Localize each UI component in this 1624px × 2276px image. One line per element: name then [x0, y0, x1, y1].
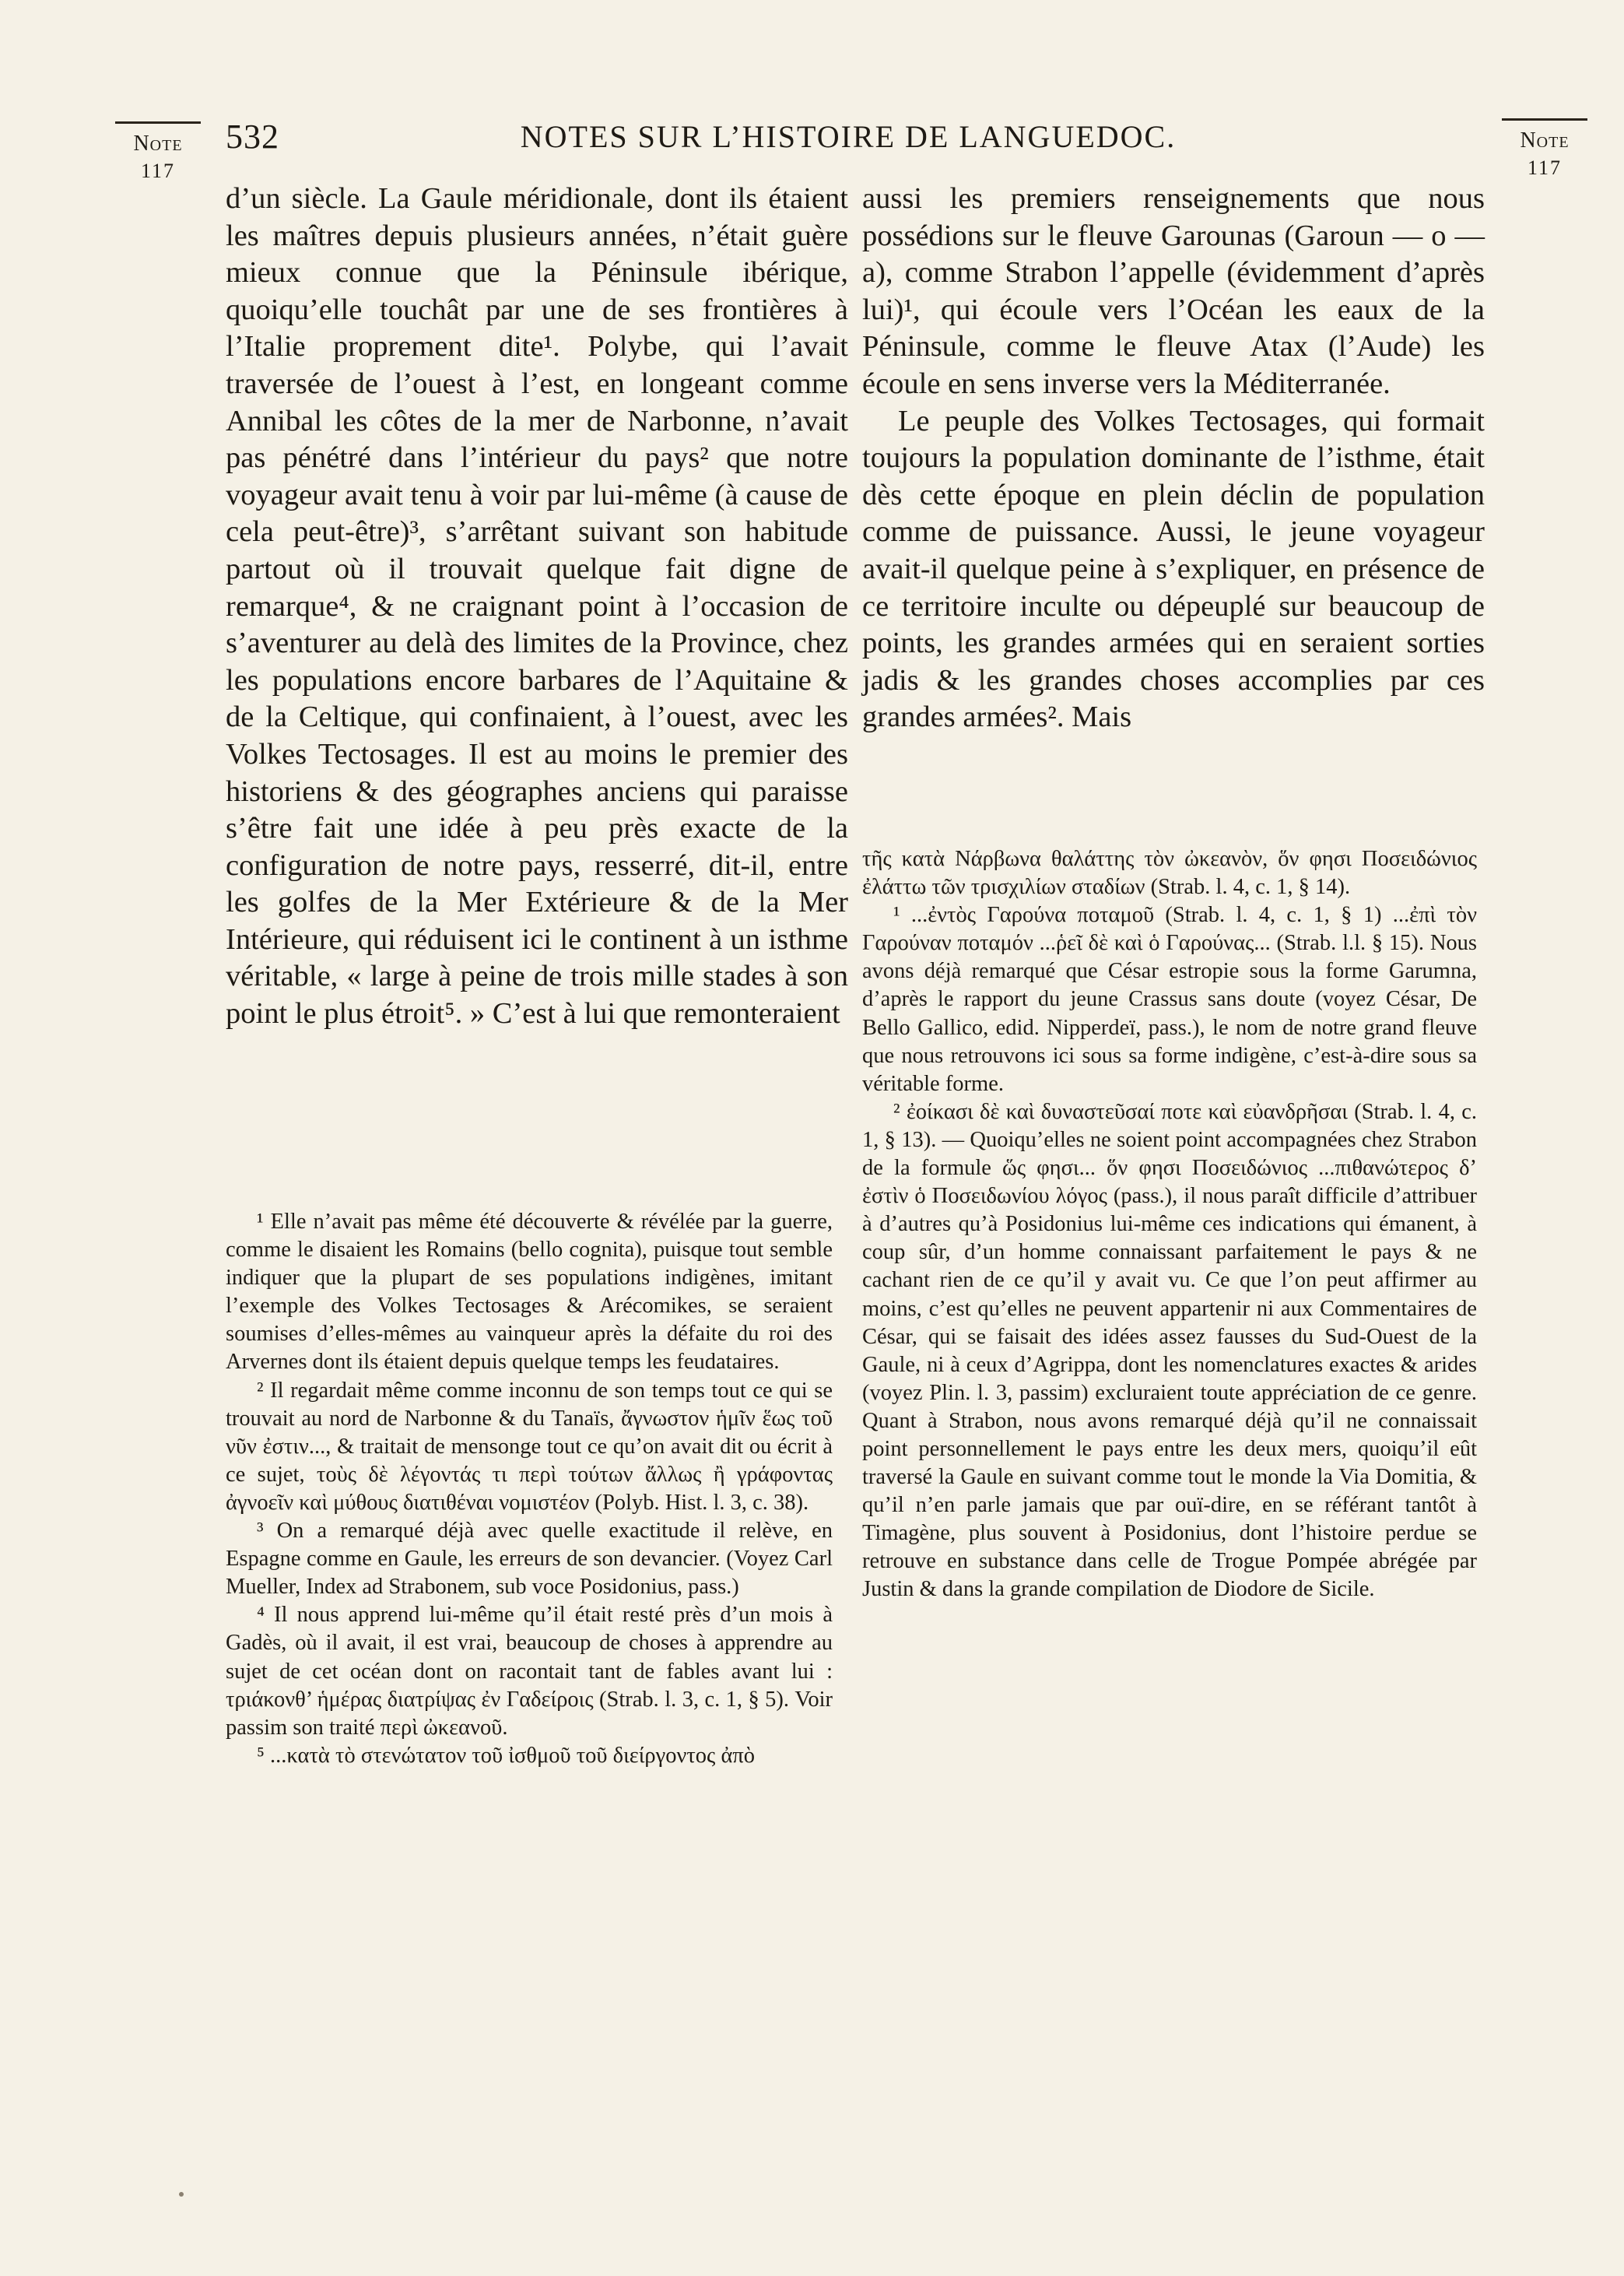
footnote: ³ On a remarqué déjà avec quelle exactitude il relève, en Espagne comme en Gaule, les erreurs de son devancier. (Voyez Carl Mueller, Index ad Strabonem, sub voce Posidonius, pass.) [226, 1519, 833, 1600]
footnote: ⁵ ...κατὰ τὸ στενώτατον τοῦ ἰσθμοῦ τοῦ διείργοντος ἀπὸ [257, 1743, 756, 1768]
margin-note-number: 117 [1527, 156, 1563, 179]
right-column [862, 181, 1485, 736]
paper-speck [179, 2192, 184, 2197]
body-paragraph: Le peuple des Volkes Tectosages, qui formait toujours la population dominante de l’isthme, était dès cette époque en plein déclin de population comme de puissance. Aussi, le jeune voyageur avait-il quelque peine à s’expliquer, en présence de ce territoire inculte ou dépeuplé sur beaucoup de points, les grandes armées qui en seraient sorties jadis & les grandes choses accomplies par ces grandes armées². Mais [862, 404, 1485, 734]
margin-note-left [115, 121, 201, 183]
margin-rule [1502, 118, 1587, 121]
margin-note-number: 117 [140, 160, 176, 182]
left-column [226, 181, 848, 1033]
margin-note-label: Note [1520, 128, 1570, 153]
running-title: NOTES SUR L’HISTOIRE DE LANGUEDOC. [520, 119, 1177, 154]
footnote: ² ἐοίκασι δὲ καὶ δυναστεῦσαί ποτε καὶ εὐανδρῆσαι (Strab. l. 4, c. 1, § 13). — Quoiqu’elles ne soient point accompagnées chez Strabon de la formule ὥς φησι... ὅν φησι Ποσειδώνιος ...πιθανώτερος δ’ ἐστὶν ὁ Ποσειδωνίου λόγος (pass.), il nous paraît difficile d’attribuer à d’autres qu’à Posidonius lui-même ces indications qui émanent, à coup sûr, d’un homme connaissant parfaitement le pays & ne cachant rien de ce qu’il y avait vu. Ce que l’on peut affirmer au moins, c’est qu’elles ne peuvent appartenir ni aux Commentaires de César, qui se faisait des idées assez fausses du Sud-Ouest de la Gaule, ni à ceux d’Agrippa, dont les nomenclatures exactes & arides (voyez Plin. l. 3, passim) excluraient toute appréciation de ce genre. Quant à Strabon, nous avons remarqué déjà qu’il ne connaissait point personnellement le pays entre les deux mers, quoiqu’il eût traversé la Gaule en suivant comme tout le monde la Via Domitia, & qu’il n’en parle jamais que par ouï-dire, en se référant tantôt à Timagène, plus souvent à Posidonius, dont l’histoire perdue se retrouve en substance dans celle de Trogue Pompée abrégée par Justin & dans la grande compilation de Diodore de Sicile. [862, 1099, 1477, 1602]
margin-note-label: Note [133, 132, 183, 156]
footnotes-left [226, 1208, 833, 1770]
footnote: ¹ ...ἐντὸς Γαρούνα ποταμοῦ (Strab. l. 4, c. 1, § 1) ...ἐπὶ τὸν Γαρούναν ποταμόν ...ῥεῖ δὲ καὶ ὁ Γαρούνας... (Strab. l.l. § 15). Nous avons déjà remarqué que César estropie sous la forme Garumna, d’après le rapport du jeune Crassus sans doute (voyez César, De Bello Gallico, edid. Nipperdeï, pass.), le nom de notre grand fleuve que nous retrouvons ici sous sa forme indigène, c’est-à-dire sous sa véritable forme. [862, 903, 1477, 1096]
footnote: ¹ Elle n’avait pas même été découverte & révélée par la guerre, comme le disaient les Romains (bello cognita), puisque tout semble indiquer que la plupart de ses populations indigènes, imitant l’exemple des Volkes Tectosages & Arécomikes, se seraient soumises d’elles-mêmes au vainqueur après la défaite du roi des Arvernes dont ils étaient depuis quelque temps les feudataires. [226, 1210, 833, 1375]
footnote: ⁴ Il nous apprend lui-même qu’il était resté près d’un mois à Gadès, où il avait, il est vrai, beaucoup de choses à apprendre au sujet de cet océan dont on racontait tant de fables avant lui : τριάκονθ’ ἡμέρας διατρίψας ἐν Γαδείροις (Strab. l. 3, c. 1, § 5). Voir passim son traité περὶ ὠκεανοῦ. [226, 1603, 833, 1740]
margin-rule [115, 121, 201, 124]
body-paragraph: aussi les premiers renseignements que nous possédions sur le fleuve Garounas (Garoun — o — a), comme Strabon l’appelle (évidemment d’après lui)¹, qui écoule vers l’Océan les eaux de la Péninsule, comme le fleuve Atax (l’Aude) les écoule en sens inverse vers la Méditerranée. [862, 182, 1485, 400]
footnotes-right [862, 845, 1477, 1604]
footnote-continuation: τῆς κατὰ Νάρβωνα θαλάττης τὸν ὠκεανὸν, ὅν φησι Ποσειδώνιος ἐλάττω τῶν τρισχιλίων σταδίων (Strab. l. 4, c. 1, § 14). [862, 847, 1477, 900]
margin-note-right [1502, 118, 1587, 180]
page-header [226, 117, 1471, 163]
body-paragraph: d’un siècle. La Gaule méridionale, dont ils étaient les maîtres depuis plusieurs années, n’était guère mieux connue que la Péninsule ibérique, quoiqu’elle touchât par une de ses frontières à l’Italie proprement dite¹. Polybe, qui l’avait traversée de l’ouest à l’est, en longeant comme Annibal les côtes de la mer de Narbonne, n’avait pas pénétré dans l’intérieur du pays² que notre voyageur avait tenu à voir par lui-même (à cause de cela peut-être)³, s’arrêtant suivant son habitude partout où il trouvait quelque fait digne de remarque⁴, & ne craignant point à l’occasion de s’aventurer au delà des limites de la Province, chez les populations encore barbares de l’Aquitaine & de la Celtique, qui confinaient, à l’ouest, avec les Volkes Tectosages. Il est au moins le premier des historiens & des géographes anciens qui paraisse s’être fait une idée à peu près exacte de la configuration de notre pays, resserré, dit-il, entre les golfes de la Mer Extérieure & de la Mer Intérieure, qui réduisent ici le continent à un isthme véritable, « large à peine de trois mille stades à son point le plus étroit⁵. » C’est à lui que remonteraient [226, 182, 848, 1031]
page-number: 532 [226, 118, 279, 156]
footnote: ² Il regardait même comme inconnu de son temps tout ce qui se trouvait au nord de Narbonne & du Tanaïs, ἄγνωστον ἡμῖν ἕως τοῦ νῦν ἐστιν..., & traitait de mensonge tout ce qu’on avait dit ou écrit à ce sujet, τοὺς δὲ λέγοντάς τι περὶ τούτων ἄλλως ἢ γράφοντας ἀγνοεῖν καὶ μύθους διατιθέναι νομιστέον (Polyb. Hist. l. 3, c. 38). [226, 1378, 833, 1515]
